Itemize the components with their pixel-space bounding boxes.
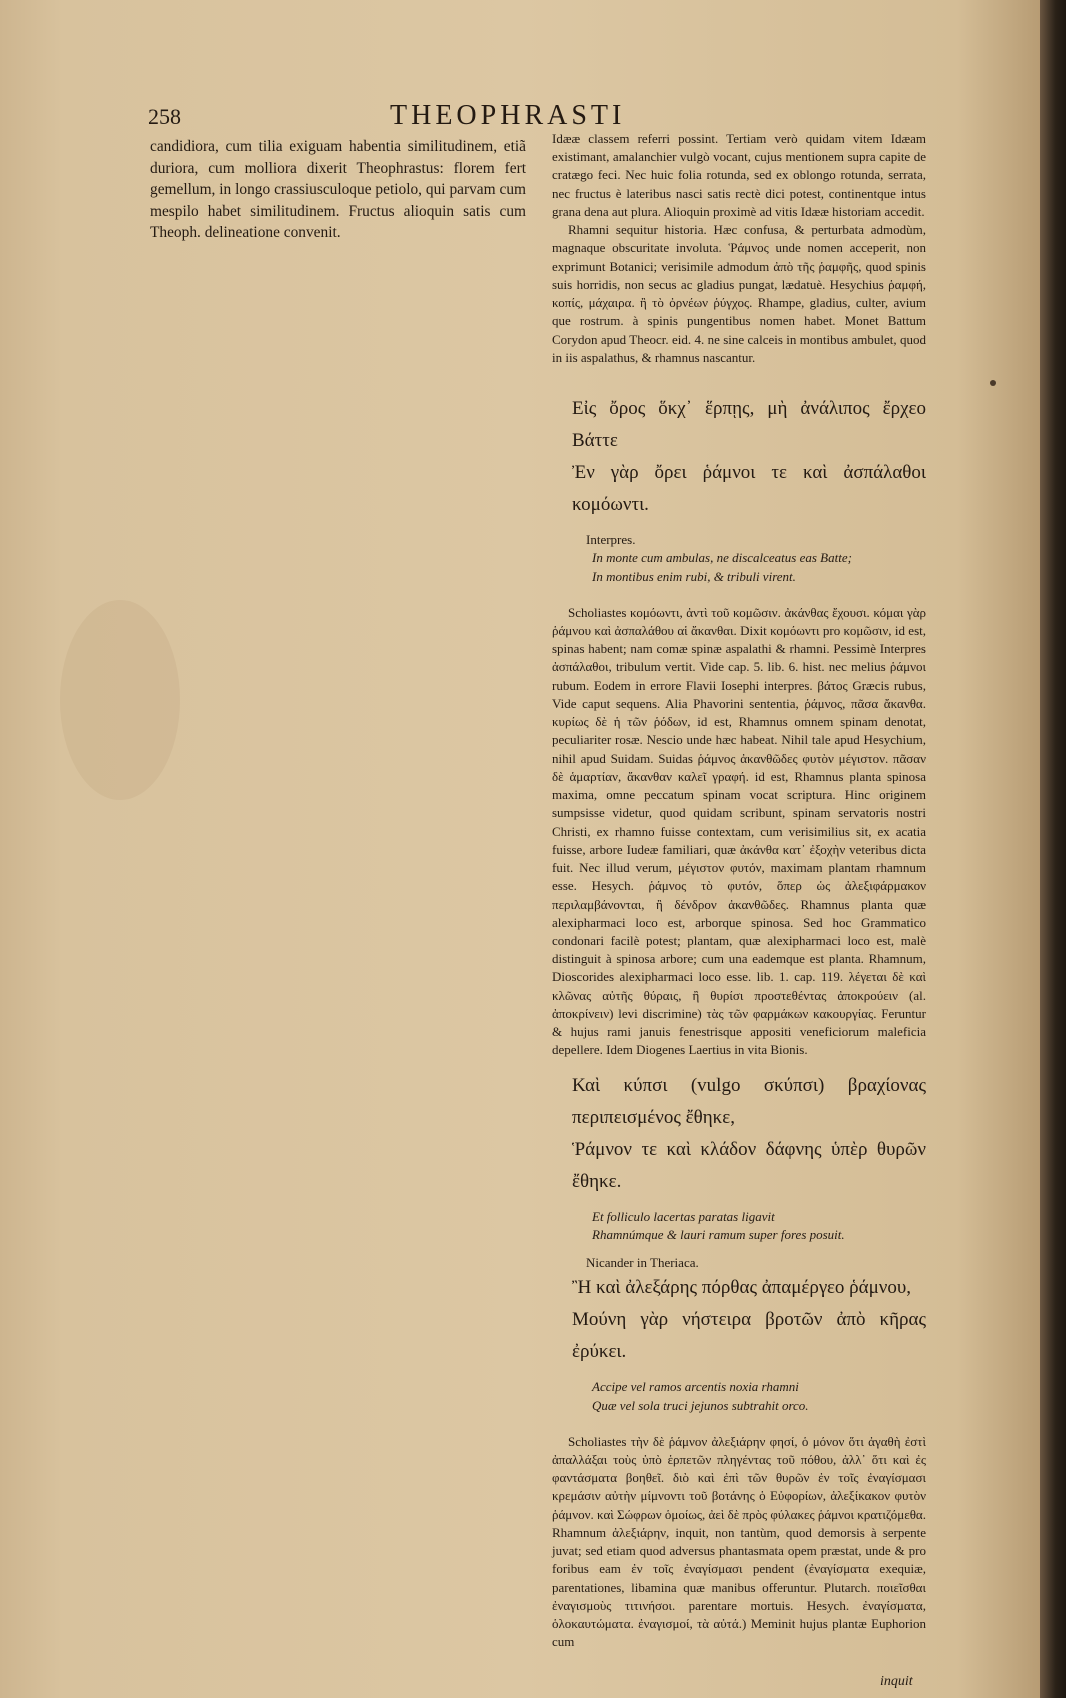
latin-translation-line: Et folliculo lacertas paratas ligavit xyxy=(592,1208,775,1224)
greek-verse-line: Εἰς ὄρος ὅκχ᾽ ἕρπῃς, μὴ ἀνάλιπος ἔρχεο Βάττε xyxy=(572,398,926,452)
foxing-stain xyxy=(60,600,180,800)
greek-verse-line: Ἢ καὶ ἀλεξάρης πόρθας ἀπαμέργεο ῥάμνου, xyxy=(572,1277,912,1299)
foxing-stain xyxy=(990,380,996,386)
right-column xyxy=(552,130,926,1652)
greek-verse-nicander xyxy=(552,1272,926,1368)
latin-translation-line: Accipe vel ramos arcentis noxia rhamni xyxy=(592,1379,799,1395)
latin-translation-line: Quæ vel sola truci jejunos subtrahit orco. xyxy=(592,1397,809,1413)
greek-verse-line: Καὶ κύπσι (vulgo σκύπσι) βραχίονας περιπεισμένος ἔθηκε, xyxy=(572,1074,926,1128)
right-paragraph-2: Rhamni sequitur historia. Hæc confusa, & perturbata admodùm, magnaque obscuritate involuta. Ῥάμνος unde nomen acceperit, non exprimunt Botanici; verisimile admodum ἀπὸ τῆς ῥαμφῆς, quod spinis suis horridis, non secus ac gladius pungat, lædatuè. Hesychius ῥαμφή, κοπίς, μάχαιρα. ἢ τὸ ὀρνέων ῥύγχος. Rhampe, gladius, culter, avium que rostrum. à spinis pungentibus nomen habet. Monet Battum Corydon apud Theocr. eid. 4. ne sine calceis in montibus ambulet, quod in iis aspalathus, & rhamnus nascantur. xyxy=(552,222,926,365)
catchword: inquit xyxy=(880,1674,913,1689)
right-paragraph-4: Scholiastes τὴν δὲ ῥάμνον ἀλεξιάρην φησί, ὁ μόνον ὅτι ἀγαθὴ ἐστὶ ἀπαλλάξαι τοὺς ὑπὸ ἑρπετῶν πληγέντας τοῦ πόθου, ἀλλ᾽ ὅτι καὶ ἐς φαντάσματα βοηθεῖ. διὸ καὶ ἐπὶ τῶν θυρῶν ἐν τοῖς ἐναγίσμασι κρεμάσιν αὐτὴν μίμνοντι τοῦ βοτάνης ὁ Εὐφορίων, ἀλεξίκακον φυτὸν ῥάμνον. καὶ Σώφρων ὁμοίως, ἀεὶ δὲ πρὸς φύλακες ῥάμνοι κρατιζόμεθα. Rhamnum ἀλεξιάρην, inquit, non tantùm, quod demorsis à serpente juvat; sed etiam quod adversus phantasmata opem præstat, unde & pro foribus eam ἐν τοῖς ἐναγίσμασι pendent (ἐναγίσματα exequiæ, parentationes, libamina quæ manibus offeruntur. Plutarch. ποιεῖσθαι ἐναγισμοὺς τιτινήσοι. parentare mortuis. Hesych. ἐναγίσματα, ὁλοκαυτώματα. ἐναγισμοί, τὰ αὐτά.) Meminit hujus plantæ Euphorion cum xyxy=(552,1433,926,1650)
binding-gutter xyxy=(1040,0,1066,1698)
left-column-text: candidiora, cum tilia exiguam habentia similitudinem, etiã duriora, cum molliora dixerit Theophrastus: florem fert gemellum, in longo crassiusculoque petiolo, qui parvam cum mespilo habet similitudinem. Fructus alioquin satis cum Theoph. delineatione convenit. xyxy=(150,138,526,242)
right-paragraph-1: Idææ classem referri possint. Tertiam verò quidam vitem Idæam existimant, amalanchier vulgò vocant, cujus mentionem supra capite de cratægo feci. Nec huic folia rotunda, sed ex oblongo rotunda, serrata, nec fructus è lateribus nasci satis rectè dici potest, continentque intus grana dena aut plura. Alioquin proximè ad vitis Idææ historiam accedit. xyxy=(552,131,926,219)
interpres-label: Interpres. xyxy=(586,532,636,548)
page-header xyxy=(148,100,688,134)
latin-translation-line: In monte cum ambulas, ne discalceatus eas Batte; xyxy=(592,550,852,566)
nicander-label: Nicander in Theriaca. xyxy=(586,1255,699,1271)
page-number: 258 xyxy=(148,104,181,129)
running-title: THEOPHRASTI xyxy=(390,100,626,131)
greek-verse-line: Μούνη γὰρ νήστειρα βροτῶν ἀπὸ κῆρας ἐρύκει. xyxy=(572,1309,926,1363)
greek-verse-line: Ῥάμνον τε καὶ κλάδον δάφνης ὑπὲρ θυρῶν ἔθηκε. xyxy=(572,1138,926,1192)
right-paragraph-3: Scholiastes κομόωντι, ἀντὶ τοῦ κομῶσιν. ἀκάνθας ἔχουσι. κόμαι γὰρ ῥάμνου καὶ ἀσπαλάθου αἱ ἄκανθαι. Dixit κομόωντι pro κομῶσιν, id est, spinas habent; nam comæ spinæ aspalathi & rhamni. Pessimè Interpres ἀσπάλαθοι, tribulum vertit. Vide cap. 5. lib. 6. hist. nec melius ῥάμνοι rubum. Eodem in errore Flavii Iosephi interpres. βάτος Græcis rubus, Vide caput sequens. Alia Phavorini sententia, ῥάμνος, πᾶσα ἄκανθα. κυρίως δὲ ἡ τῶν ῥόδων, id est, Rhamnus omnem spinam denotat, peculiariter rosæ. Nescio unde hæc habeat. Nihil tale apud Hesychium, nihil apud Suidam. Suidas ῥάμνος ἀκανθῶδες φυτὸν μέγιστον. πᾶσαν δὲ ἁμαρτίαν, ἄκανθαν καλεῖ γραφή. id est, Rhamnus planta spinosa maxima, omne peccatum spinam vocat scriptura. Hinc originem sumpsisse videtur, quod quidam scribunt, spinam servatoris nostri Christi, ex rhamno fuisse contextam, cum verisimilius sit, ex acatia fuisse, arbore Iudeæ familiari, quæ ἀκάνθα κατ᾽ ἐξοχὴν veteribus dicta fuit. Nec illud verum, μέγιστον φυτόν, maximam plantam rhamnum esse. Hesych. ῥάμνος τὸ φυτόν, ὅπερ ὡς ἀλεξιφάρμακον περιλαμβάνονται, ἢ δένδρον ἀκανθῶδες. Rhamnus planta quæ alexipharmaci loco est, arborque spinosa. Sed hoc Grammatico condonari facilè potest; plantam, quæ alexipharmaci loco est, malè distinguit à spinosa arbore; cum una eademque est planta. Rhamnum, Dioscorides alexipharmaci loco esse. lib. 1. cap. 119. λέγεται δὲ καὶ κλῶνας αὐτῆς θύραις, ἢ θυρίσι προστεθέντας ἀποκρούειν (al. ἀποκρίνειν) levi discrimine) τὰς τῶν φαρμάκων κακουργίας. Feruntur & hujus rami januis fenestrisque appositi veneficiorum maleficia depellere. Idem Diogenes Laertius in vita Bionis. xyxy=(552,604,926,1058)
greek-verse-theocritus xyxy=(552,393,926,521)
greek-verse-bion xyxy=(552,1070,926,1198)
greek-verse-line: Ἐν γὰρ ὄρει ῥάμνοι τε καὶ ἀσπάλαθοι κομόωντι. xyxy=(572,462,926,516)
latin-translation-line: In montibus enim rubi, & tribuli virent. xyxy=(592,568,796,584)
latin-translation-line: Rhamnúmque & lauri ramum super fores posuit. xyxy=(592,1226,845,1242)
left-column xyxy=(150,136,526,244)
